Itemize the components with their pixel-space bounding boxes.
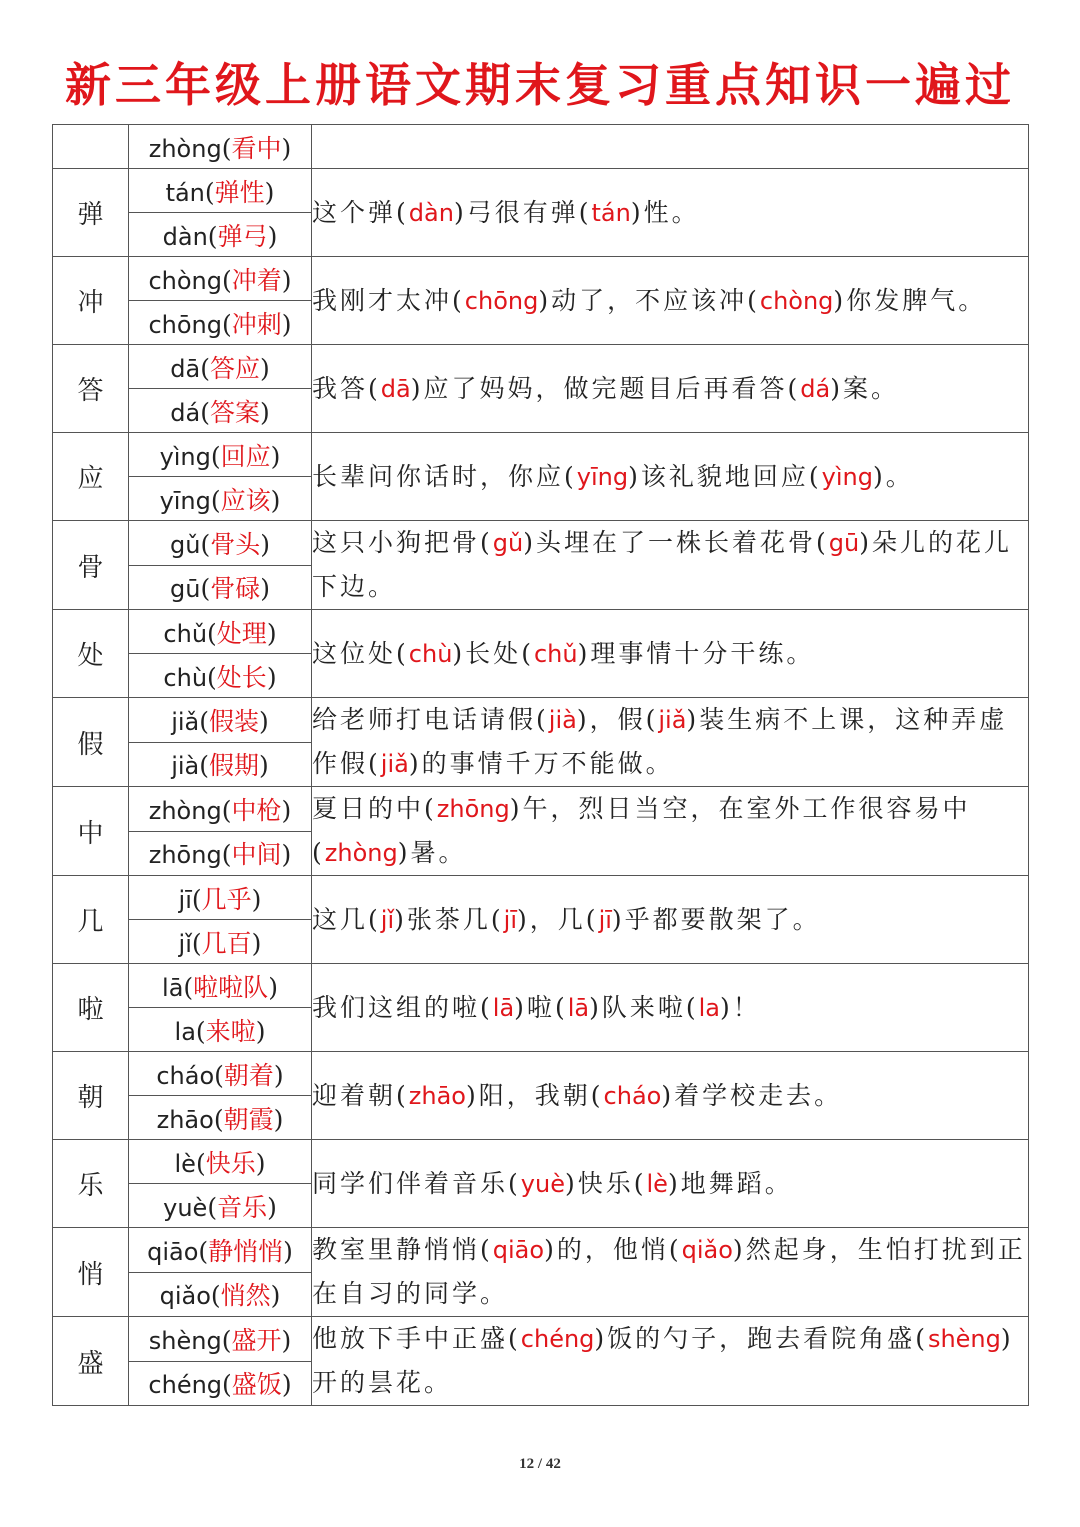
pinyin: dàn (162, 222, 208, 251)
example-word: 骨碌 (210, 574, 261, 604)
sentence-text: 阳，我朝 (478, 1080, 591, 1110)
sentence-pinyin: zhōng (436, 795, 510, 823)
sentence-text: ，几 (529, 904, 586, 934)
polyphone-char: 盛 (53, 1317, 129, 1406)
example-word: 中间 (231, 840, 282, 870)
char-cell (53, 125, 129, 169)
reading-cell: chǔ(处理) (129, 610, 312, 654)
pinyin: jǐ (178, 929, 192, 958)
sentence-text: 迎着朝 (312, 1080, 397, 1110)
sentence-text: 这位处 (312, 638, 397, 668)
example-word: 啦啦队 (193, 972, 269, 1002)
sentence-pinyin: jià (548, 706, 577, 734)
sentence-pinyin: chōng (464, 286, 539, 315)
sentence-text: 长处 (465, 638, 522, 668)
sentence-text: 然起身，生怕打扰到正在自习的同学。 (312, 1235, 1026, 1308)
sentence-text: 长辈问你话时，你应 (312, 461, 565, 491)
polyphone-char: 应 (53, 433, 129, 521)
example-word: 答案 (209, 397, 260, 427)
sentence-pinyin: dā (380, 374, 411, 403)
example-word: 朝着 (223, 1060, 274, 1090)
sentence-pinyin: dàn (408, 198, 454, 227)
pinyin: chù (163, 663, 208, 692)
sentence-text: 开的昙花。 (312, 1368, 453, 1397)
polyphone-char: 答 (53, 345, 129, 433)
example-word: 看中 (231, 133, 282, 163)
sentence-pinyin: jǐ (380, 905, 395, 934)
sentence-text: 朵儿的花儿下边。 (312, 528, 1013, 601)
reading-cell: chòng(冲着) (129, 257, 312, 301)
example-word: 答应 (209, 353, 260, 383)
sentence-text: 饭的勺子，跑去看院角盛 (607, 1324, 916, 1353)
reading-cell: lā(啦啦队) (129, 964, 312, 1008)
table-row (53, 521, 1029, 566)
pinyin: lè (174, 1149, 196, 1178)
sentence-pinyin: chòng (759, 286, 834, 315)
pinyin: chōng (148, 310, 222, 339)
sentence-pinyin: dá (800, 374, 831, 403)
sentence-text: 的事情千万不能做。 (421, 749, 674, 778)
sentence-text: 我刚才太冲 (312, 285, 453, 315)
sentence-pinyin: chǔ (533, 639, 578, 668)
example-sentence: 我刚才太冲(chōng)动了，不应该冲(chòng)你发脾气。 (312, 257, 1029, 345)
pinyin: zhōng (148, 841, 222, 870)
sentence-text: ，假 (589, 705, 646, 734)
reading-cell: jià(假期) (129, 742, 312, 787)
sentence-pinyin: gǔ (492, 529, 524, 557)
reading-cell: yīng(应该) (129, 477, 312, 521)
reading-cell: gū(骨碌) (129, 565, 312, 610)
pinyin: la (174, 1017, 196, 1046)
reading-cell: chōng(冲刺) (129, 301, 312, 345)
pinyin: jī (178, 885, 192, 914)
polyphone-char: 中 (53, 787, 129, 876)
sentence-text: 地舞蹈。 (680, 1168, 793, 1198)
table-row (53, 1228, 1029, 1273)
polyphone-char: 啦 (53, 964, 129, 1052)
sentence-text: 快乐 (577, 1168, 634, 1198)
example-word: 处长 (216, 662, 267, 692)
reading-cell: yìng(回应) (129, 433, 312, 477)
polyphone-char: 乐 (53, 1140, 129, 1228)
example-word: 几乎 (201, 884, 252, 914)
pinyin: dá (170, 398, 201, 427)
pinyin: zhòng (148, 796, 222, 825)
pinyin: yìng (159, 442, 211, 471)
pinyin: gū (170, 575, 201, 604)
pinyin: qiāo (147, 1237, 199, 1266)
sentence-text: 理事情十分干练。 (590, 638, 815, 668)
example-word: 骨头 (210, 529, 261, 559)
sentence-text: 。 (885, 461, 914, 491)
reading-cell: tán(弹性) (129, 169, 312, 213)
reading-cell: lè(快乐) (129, 1140, 312, 1184)
sentence-text: 这几 (312, 904, 369, 934)
reading-cell: jī(几乎) (129, 876, 312, 920)
reading-cell: dā(答应) (129, 345, 312, 389)
page-number: 12 / 42 (519, 1456, 561, 1472)
example-sentence: 我答(dā)应了妈妈，做完题目后再看答(dá)案。 (312, 345, 1029, 433)
title-black: 新三年级上册语文 (65, 58, 465, 112)
example-sentence: 这几(jǐ)张茶几(jī)，几(jī)乎都要散架了。 (312, 876, 1029, 964)
sentence-pinyin: chéng (520, 1325, 595, 1353)
example-word: 朝霞 (223, 1104, 274, 1134)
sentence-text: 我们这组的啦 (312, 992, 481, 1022)
reading-cell: qiǎo(悄然) (129, 1272, 312, 1317)
pinyin: shèng (148, 1326, 222, 1355)
sentence-pinyin: tán (591, 198, 631, 227)
example-sentence: 同学们伴着音乐(yuè)快乐(lè)地舞蹈。 (312, 1140, 1029, 1228)
sentence-pinyin: jī (598, 905, 612, 934)
polyphone-char: 处 (53, 610, 129, 698)
pinyin: chéng (148, 1371, 223, 1400)
sentence-text: 你发脾气。 (846, 285, 987, 315)
pinyin: qiǎo (159, 1282, 211, 1311)
pinyin: yuè (163, 1193, 208, 1222)
sentence-text: 装生病不上课，这种弄虚作假 (312, 705, 1008, 778)
sentence-text: 夏日的中 (312, 794, 425, 823)
example-word: 弹弓 (217, 221, 268, 251)
sentence-text: 我答 (312, 373, 369, 403)
pinyin: gǔ (170, 530, 201, 559)
reading-cell: zhòng(中枪) (129, 787, 312, 832)
reading-cell: jiǎ(假装) (129, 698, 312, 743)
sentence-cell (312, 125, 1029, 169)
sentence-pinyin: zhāo (408, 1081, 466, 1110)
sentence-text: 队来啦 (601, 992, 686, 1022)
polyphone-char: 冲 (53, 257, 129, 345)
sentence-text: 该礼貌地回应 (640, 461, 809, 491)
table-row (53, 1317, 1029, 1362)
example-word: 音乐 (217, 1192, 268, 1222)
table-row (53, 345, 1029, 389)
example-sentence: 迎着朝(zhāo)阳，我朝(cháo)着学校走去。 (312, 1052, 1029, 1140)
page-title (0, 50, 1080, 120)
reading-cell: zhāo(朝霞) (129, 1096, 312, 1140)
pinyin: cháo (156, 1061, 215, 1090)
sentence-pinyin: cháo (603, 1081, 662, 1110)
reading-cell: yuè(音乐) (129, 1184, 312, 1228)
pinyin: jiǎ (171, 707, 200, 736)
pinyin: yīng (159, 486, 211, 515)
pinyin: lā (162, 973, 184, 1002)
table-row (53, 876, 1029, 920)
example-word: 假装 (209, 706, 260, 736)
example-sentence: 给老师打电话请假(jià)，假(jiǎ)装生病不上课，这种弄虚作假(jiǎ)的事情千万不能做。 (312, 698, 1029, 787)
sentence-text: 乎都要散架了。 (624, 904, 821, 934)
example-sentence: 这个弹(dàn)弓很有弹(tán)性。 (312, 169, 1029, 257)
pinyin: jià (171, 752, 200, 781)
table-row (53, 169, 1029, 213)
sentence-text: 啦 (526, 992, 555, 1022)
sentence-text: 着学校走去。 (674, 1080, 843, 1110)
example-sentence: 长辈问你话时，你应(yīng)该礼貌地回应(yìng)。 (312, 433, 1029, 521)
table-row (53, 125, 1029, 169)
example-word: 处理 (216, 618, 267, 648)
example-sentence: 他放下手中正盛(chéng)饭的勺子，跑去看院角盛(shèng)开的昙花。 (312, 1317, 1029, 1406)
sentence-text: 应了妈妈，做完题目后再看答 (423, 373, 788, 403)
sentence-text: 弓很有弹 (466, 197, 579, 227)
reading-cell: gǔ(骨头) (129, 521, 312, 566)
pinyin: zhòng (148, 134, 222, 163)
table-row (53, 1052, 1029, 1096)
sentence-text: 头埋在了一株长着花骨 (536, 528, 817, 557)
sentence-pinyin: la (698, 993, 720, 1022)
example-sentence: 教室里静悄悄(qiāo)的，他悄(qiǎo)然起身，生怕打扰到正在自习的同学。 (312, 1228, 1029, 1317)
reading-cell: chù(处长) (129, 654, 312, 698)
reading-cell: dá(答案) (129, 389, 312, 433)
sentence-pinyin: yīng (576, 462, 629, 491)
example-word: 静悄悄 (208, 1236, 284, 1266)
sentence-text: 午，烈日当空，在室外工作很容易中 (522, 794, 971, 823)
reading-cell: qiāo(静悄悄) (129, 1228, 312, 1273)
example-word: 冲刺 (231, 309, 282, 339)
example-word: 盛开 (231, 1325, 282, 1355)
sentence-text: ！ (732, 992, 761, 1022)
sentence-pinyin: qiāo (492, 1236, 545, 1264)
sentence-pinyin: yìng (821, 462, 873, 491)
sentence-pinyin: zhòng (324, 839, 398, 867)
title-red: 期末复习重点知识一遍过 (465, 58, 1015, 112)
sentence-text: 这个弹 (312, 197, 397, 227)
polyphone-char: 悄 (53, 1228, 129, 1317)
polyphone-table (52, 124, 1029, 1406)
example-sentence: 我们这组的啦(lā)啦(lā)队来啦(la)！ (312, 964, 1029, 1052)
sentence-pinyin: gū (828, 529, 860, 557)
sentence-text: 动了，不应该冲 (551, 285, 748, 315)
example-word: 弹性 (214, 177, 265, 207)
table-row (53, 433, 1029, 477)
example-word: 假期 (209, 751, 260, 781)
sentence-pinyin: jī (503, 905, 518, 934)
sentence-pinyin: lā (567, 993, 590, 1022)
sentence-pinyin: shèng (927, 1325, 1001, 1353)
example-word: 来啦 (205, 1016, 256, 1046)
example-word: 中枪 (231, 795, 282, 825)
reading-cell: cháo(朝着) (129, 1052, 312, 1096)
reading-cell: jǐ(几百) (129, 920, 312, 964)
pinyin: zhāo (156, 1105, 214, 1134)
sentence-text: 暑。 (410, 838, 467, 867)
example-word: 悄然 (220, 1281, 271, 1311)
reading-cell: chéng(盛饭) (129, 1361, 312, 1406)
polyphone-char: 假 (53, 698, 129, 787)
sentence-text: 案。 (843, 373, 900, 403)
pinyin: tán (165, 178, 205, 207)
pinyin: dā (170, 354, 201, 383)
sentence-pinyin: qiǎo (681, 1236, 733, 1264)
table-row (53, 787, 1029, 832)
example-word: 应该 (220, 485, 271, 515)
sentence-text: 给老师打电话请假 (312, 705, 537, 734)
sentence-text: 张茶几 (406, 904, 491, 934)
polyphone-char: 骨 (53, 521, 129, 610)
reading-cell: zhòng(看中) (129, 125, 312, 169)
polyphone-char: 几 (53, 876, 129, 964)
sentence-text: 的，他悄 (556, 1235, 669, 1264)
example-sentence: 夏日的中(zhōng)午，烈日当空，在室外工作很容易中(zhòng)暑。 (312, 787, 1029, 876)
sentence-pinyin: jiǎ (658, 706, 687, 734)
table-row (53, 1140, 1029, 1184)
sentence-text: 同学们伴着音乐 (312, 1168, 509, 1198)
example-word: 盛饭 (231, 1370, 282, 1400)
pinyin: chǔ (163, 619, 208, 648)
polyphone-char: 朝 (53, 1052, 129, 1140)
sentence-pinyin: lè (646, 1169, 668, 1198)
sentence-text: 他放下手中正盛 (312, 1324, 509, 1353)
reading-cell: shèng(盛开) (129, 1317, 312, 1362)
example-word: 冲着 (231, 265, 282, 295)
sentence-pinyin: lā (492, 993, 515, 1022)
sentence-pinyin: chù (408, 639, 453, 668)
table-row (53, 257, 1029, 301)
reading-cell: la(来啦) (129, 1008, 312, 1052)
example-word: 快乐 (205, 1148, 256, 1178)
example-word: 回应 (220, 441, 271, 471)
pinyin: chòng (148, 266, 222, 295)
table-row (53, 964, 1029, 1008)
example-sentence: 这位处(chù)长处(chǔ)理事情十分干练。 (312, 610, 1029, 698)
sentence-text: 教室里静悄悄 (312, 1235, 481, 1264)
reading-cell: zhōng(中间) (129, 831, 312, 876)
table-row (53, 698, 1029, 743)
example-word: 几百 (201, 928, 252, 958)
reading-cell: dàn(弹弓) (129, 213, 312, 257)
sentence-pinyin: yuè (520, 1169, 565, 1198)
sentence-text: 这只小狗把骨 (312, 528, 481, 557)
example-sentence: 这只小狗把骨(gǔ)头埋在了一株长着花骨(gū)朵儿的花儿下边。 (312, 521, 1029, 610)
sentence-text: 性。 (643, 197, 700, 227)
polyphone-char: 弹 (53, 169, 129, 257)
sentence-pinyin: jiǎ (380, 750, 409, 778)
table-row (53, 610, 1029, 654)
